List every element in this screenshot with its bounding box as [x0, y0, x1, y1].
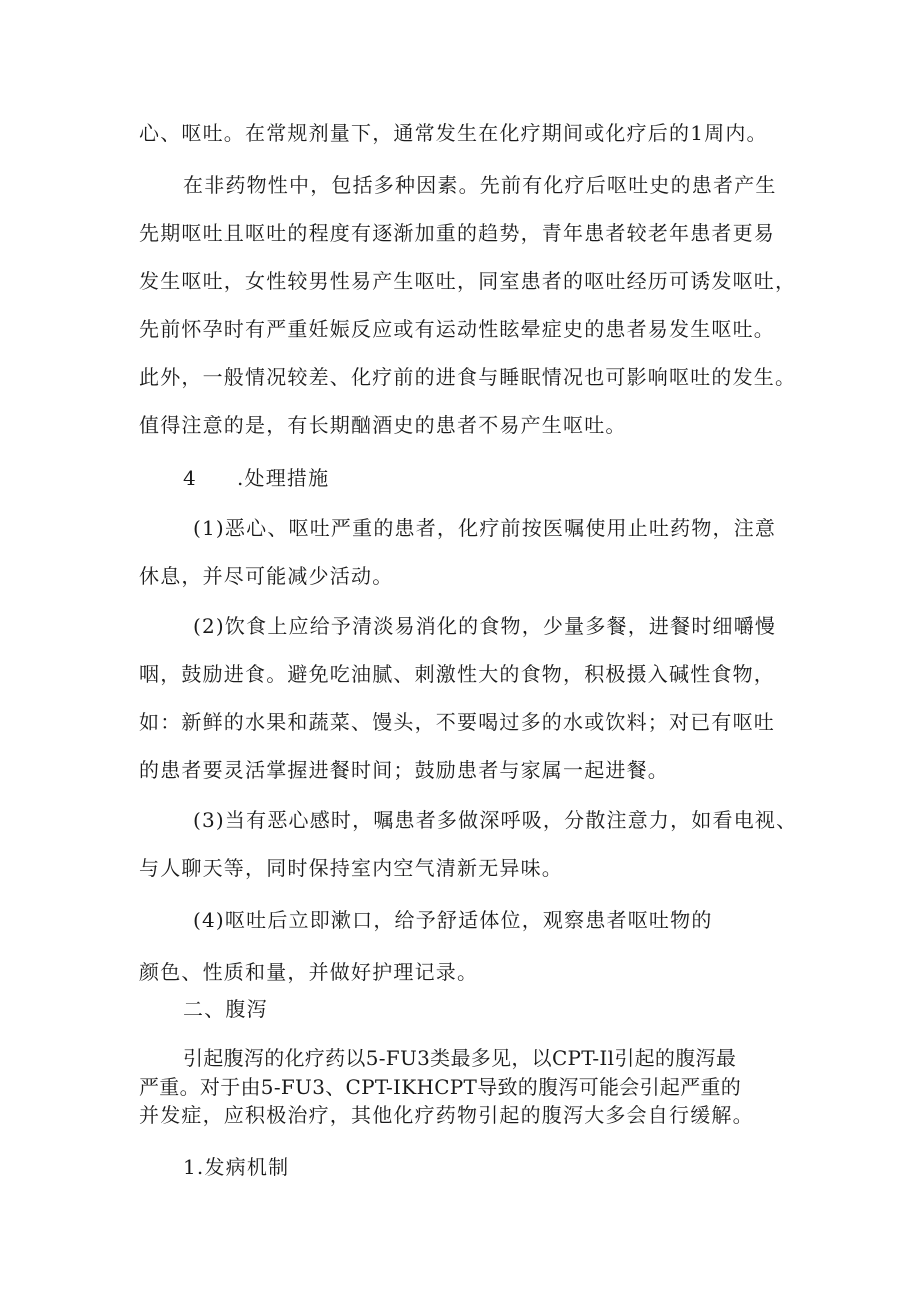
measure-line: (3)当有恶心感时，嘱患者多做深呼吸，分散注意力，如看电视、 — [193, 808, 798, 832]
paragraph-line: 心、呕吐。在常规剂量下，通常发生在化疗期间或化疗后的1周内。 — [139, 121, 768, 145]
subheading-mechanism: 1.发病机制 — [183, 1155, 290, 1179]
measure-line: 颜色、性质和量，并做好护理记录。 — [139, 960, 479, 984]
section-heading-4 — [183, 465, 329, 491]
paragraph-line: 此外，一般情况较差、化疗前的进食与睡眠情况也可影响呕吐的发生。 — [139, 365, 797, 389]
diarrhea-line: 并发症，应积极治疗，其他化疗药物引起的腹泻大多会自行缓解。 — [139, 1103, 754, 1127]
paragraph-line: 值得注意的是，有长期酗酒史的患者不易产生呕吐。 — [139, 413, 627, 437]
section-number: 4 — [183, 466, 197, 490]
paragraph-line: 先前怀孕时有严重妊娠反应或有运动性眩晕症史的患者易发生呕吐。 — [139, 317, 775, 341]
diarrhea-line: 引起腹泻的化疗药以5-FU3类最多见，以CPT-Il引起的腹泻最 — [183, 1046, 737, 1070]
measure-line: (1)恶心、呕吐严重的患者，化疗前按医嘱使用止吐药物，注意 — [193, 516, 777, 540]
paragraph-line: 先期呕吐且呕吐的程度有逐渐加重的趋势，青年患者较老年患者更易 — [139, 221, 775, 245]
measure-line: 的患者要灵活掌握进餐时间；鼓励患者与家属一起进餐。 — [139, 758, 669, 782]
measure-line: 咽，鼓励进食。避免吃油腻、刺激性大的食物，积极摄入碱性食物， — [139, 662, 775, 686]
measure-line: 如：新鲜的水果和蔬菜、馒头，不要喝过多的水或饮料；对已有呕吐 — [139, 710, 775, 734]
paragraph-line: 发生呕吐，女性较男性易产生呕吐，同室患者的呕吐经历可诱发呕吐， — [139, 269, 797, 293]
section-heading-diarrhea: 二、腹泻 — [183, 997, 268, 1021]
measure-line: 与人聊天等，同时保持室内空气清新无异味。 — [139, 856, 563, 880]
measure-line: (2)饮食上应给予清淡易消化的食物，少量多餐，进餐时细嚼慢 — [193, 614, 777, 638]
paragraph-line: 在非药物性中，包括多种因素。先前有化疗后呕吐史的患者产生 — [183, 173, 777, 197]
section-title: .处理措施 — [236, 466, 330, 490]
measure-line: (4)呕吐后立即漱口，给予舒适体位，观察患者呕吐物的 — [193, 908, 713, 932]
diarrhea-line: 严重。对于由5-FU3、CPT-IKHCPT导致的腹泻可能会引起严重的 — [139, 1075, 742, 1099]
measure-line: 休息，并尽可能减少活动。 — [139, 564, 394, 588]
